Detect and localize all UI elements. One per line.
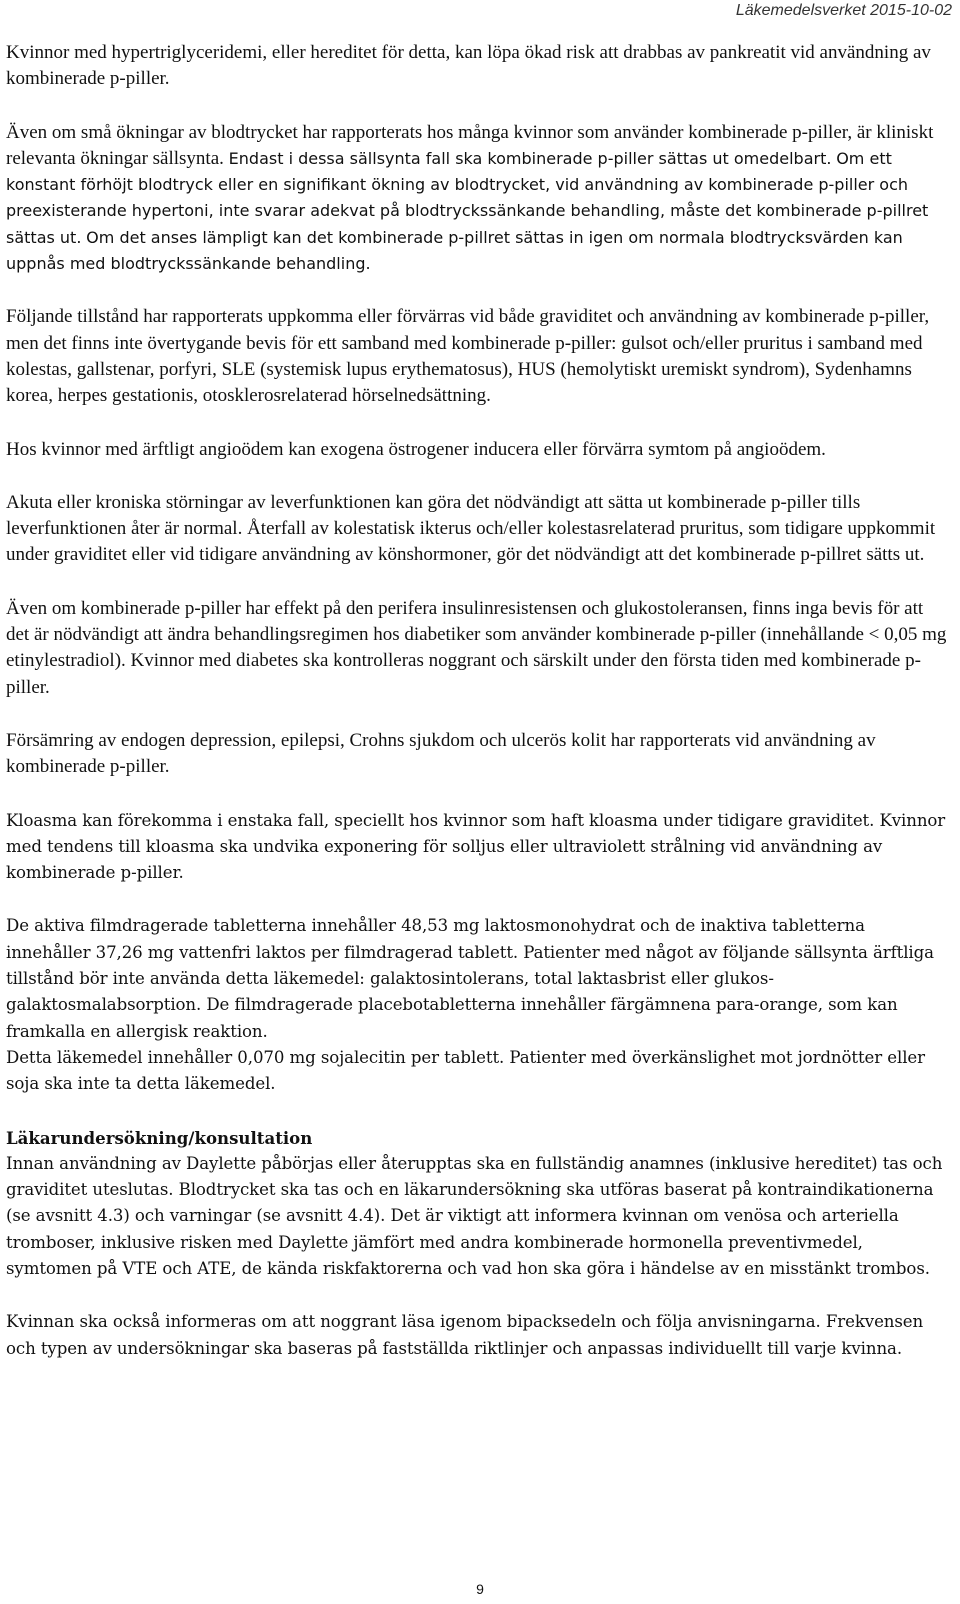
bp-sentence-3: Om ett konstant förhöjt blodtryck eller en signifikant ökning av blodtrycket, vid användning av kombinerade p-piller och preexisterande hypertoni, inte svarar adekvat på blodtryckssänkande behandling, måste det kombinerade p-pillret sättas ut.	[6, 148, 929, 247]
document-body	[6, 40, 950, 1389]
bp-sentence-2: Endast i dessa sällsynta fall ska kombinerade p-piller sättas ut omedelbart.	[228, 148, 832, 168]
paragraph-liver: Akuta eller kroniska störningar av leverfunktionen kan göra det nödvändigt att sätta ut kombinerade p-piller tills leverfunktionen åter är normal. Återfall av kolestatisk ikterus och/eller kolestasrelaterad pruritus, som tidigare uppkommit under graviditet eller vid tidigare användning av könshormoner, gör det nödvändigt att det kombinerade p-pillret sätts ut.	[6, 491, 936, 566]
paragraph-diabetes: Även om kombinerade p-piller har effekt på den perifera insulinresistensen och glukostoleransen, finns inga bevis för att det är nödvändigt att ändra behandlingsregimen hos diabetiker som använder kombinerade p-piller (innehållande < 0,05 mg etinylestradiol). Kvinnor med diabetes ska kontrolleras noggrant och särskilt under den första tiden med kombinerade p-piller.	[6, 597, 947, 698]
paragraph-angioedema: Hos kvinnor med ärftligt angioödem kan exogena östrogener inducera eller förvärra symtom på angioödem.	[6, 438, 826, 460]
bp-sentence-1: Även om små ökningar av blodtrycket har rapporterats hos många kvinnor som använder kombinerade p-piller, är kliniskt relevanta ökningar sällsynta.	[6, 121, 934, 169]
paragraph-lactose: De aktiva filmdragerade tabletterna innehåller 48,53 mg laktosmonohydrat och de inaktiva tabletterna innehåller 37,26 mg vattenfri laktos per filmdragerad tablett. Patienter med något av följande sällsynta ärftliga tillstånd bör inte använda detta läkemedel: galaktosintolerans, total laktasbrist eller glukos-galaktosmalabsorption. De filmdragerade placebotabletterna innehåller färgämnena para-orange, som kan framkalla en allergisk reaktion.	[6, 916, 934, 1041]
paragraph-pancreatitis: Kvinnor med hypertriglyceridemi, eller hereditet för detta, kan löpa ökad risk att drabbas av pankreatit vid användning av kombinerade p-piller.	[6, 42, 931, 90]
paragraph-chloasma: Kloasma kan förekomma i enstaka fall, speciellt hos kvinnor som haft kloasma under tidigare graviditet. Kvinnor med tendens till kloasma ska undvika exponering för solljus eller ultraviolett strålning vid användning av kombinerade p-piller.	[6, 810, 946, 883]
bp-sentence-4: Om det anses lämpligt kan det kombinerade p-pillret sättas in igen om normala blodtrycksvärden kan uppnås med blodtryckssänkande behandling.	[6, 227, 903, 274]
paragraph-depression: Försämring av endogen depression, epilepsi, Crohns sjukdom och ulcerös kolit har rapporterats vid användning av kombinerade p-piller.	[6, 729, 876, 778]
paragraph-soy: Detta läkemedel innehåller 0,070 mg sojalecitin per tablett. Patienter med överkänslighet mot jordnötter eller soja ska inte ta detta läkemedel.	[6, 1047, 925, 1094]
paragraph-leaflet: Kvinnan ska också informeras om att noggrant läsa igenom bipacksedeln och följa anvisningarna. Frekvensen och typen av undersökningar ska baseras på fastställda riktlinjer och anpassas individuellt till varje kvinna.	[6, 1312, 924, 1358]
section-heading-examination: Läkarundersökning/konsultation	[6, 1127, 313, 1148]
paragraph-pregnancy-conditions: Följande tillstånd har rapporterats uppkomma eller förvärras vid både graviditet och användning av kombinerade p-piller, men det finns inte övertygande bevis för ett samband med kombinerade p-piller: gulsot och/eller pruritus i samband med kolestas, gallstenar, porfyri, SLE (systemisk lupus erythematosus), HUS (hemolytiskt uremiskt syndrom), Sydenhamns korea, herpes gestationis, otosklerosrelaterad hörselnedsättning.	[6, 306, 930, 407]
paragraph-blood-pressure	[6, 120, 950, 278]
paragraph-examination: Innan användning av Daylette påbörjas eller återupptas ska en fullständig anamnes (inklusive hereditet) tas och graviditet uteslutas. Blodtrycket ska tas och en läkarundersökning ska utföras baserat på kontraindikationerna (se avsnitt 4.3) och varningar (se avsnitt 4.4). Det är viktigt att informera kvinnan om venösa och arteriella tromboser, inklusive risken med Daylette jämfört med andra kombinerade hormonella preventivmedel, symtomen på VTE och ATE, de kända riskfaktorerna och vad hon ska göra i händelse av en misstänkt trombos.	[6, 1153, 943, 1278]
page-header: Läkemedelsverket 2015-10-02	[735, 2, 952, 19]
page-number: 9	[476, 1581, 484, 1597]
